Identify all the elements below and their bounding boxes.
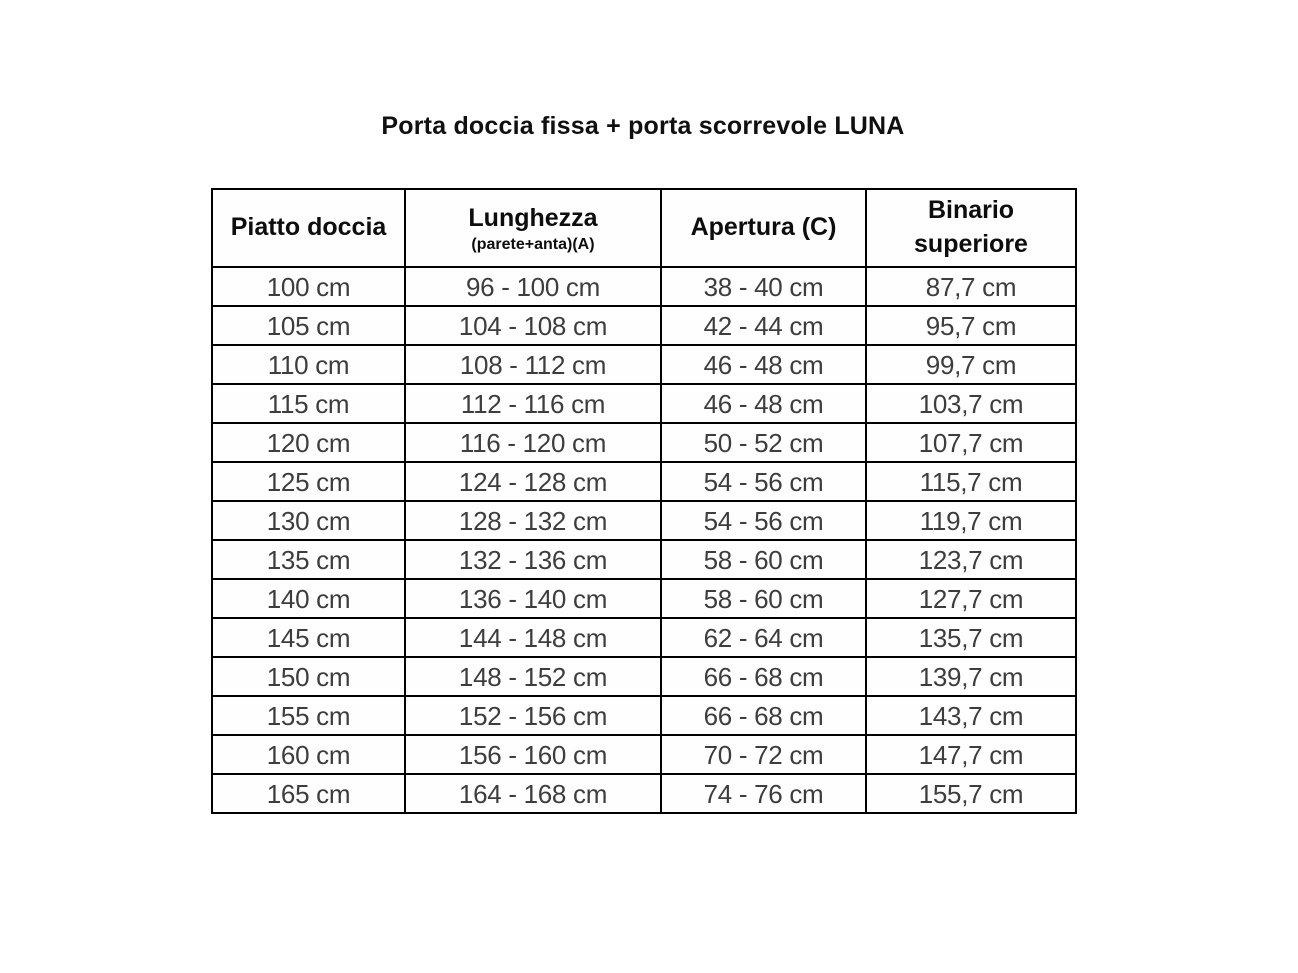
table-cell: 132 - 136 cm xyxy=(405,540,661,579)
table-row xyxy=(212,657,1076,696)
table-cell: 123,7 cm xyxy=(866,540,1076,579)
page-title: Porta doccia fissa + porta scorrevole LUNA xyxy=(381,112,905,140)
table-cell: 164 - 168 cm xyxy=(405,774,661,813)
table-cell: 124 - 128 cm xyxy=(405,462,661,501)
table-cell: 112 - 116 cm xyxy=(405,384,661,423)
table-cell: 99,7 cm xyxy=(866,345,1076,384)
table-cell: 116 - 120 cm xyxy=(405,423,661,462)
table-cell: 143,7 cm xyxy=(866,696,1076,735)
table-cell: 115,7 cm xyxy=(866,462,1076,501)
table-cell: 105 cm xyxy=(212,306,405,345)
table-cell: 66 - 68 cm xyxy=(661,657,866,696)
header-label-line2: superiore xyxy=(914,230,1028,258)
table-cell: 110 cm xyxy=(212,345,405,384)
table-row xyxy=(212,306,1076,345)
table-row xyxy=(212,384,1076,423)
table-cell: 156 - 160 cm xyxy=(405,735,661,774)
table-cell: 54 - 56 cm xyxy=(661,501,866,540)
header-lunghezza xyxy=(405,189,661,267)
table-cell: 96 - 100 cm xyxy=(405,267,661,306)
table-cell: 127,7 cm xyxy=(866,579,1076,618)
table-cell: 147,7 cm xyxy=(866,735,1076,774)
header-sublabel: (parete+anta)(A) xyxy=(471,236,595,254)
table-cell: 104 - 108 cm xyxy=(405,306,661,345)
table-cell: 54 - 56 cm xyxy=(661,462,866,501)
header-piatto-doccia xyxy=(212,189,405,267)
table-cell: 107,7 cm xyxy=(866,423,1076,462)
size-spec-table xyxy=(211,188,1077,814)
page-content xyxy=(211,0,1075,814)
table-cell: 115 cm xyxy=(212,384,405,423)
table-row xyxy=(212,267,1076,306)
table-cell: 46 - 48 cm xyxy=(661,345,866,384)
table-cell: 125 cm xyxy=(212,462,405,501)
table-row xyxy=(212,774,1076,813)
table-cell: 140 cm xyxy=(212,579,405,618)
table-cell: 95,7 cm xyxy=(866,306,1076,345)
table-cell: 66 - 68 cm xyxy=(661,696,866,735)
header-label: Piatto doccia xyxy=(230,213,387,242)
table-cell: 108 - 112 cm xyxy=(405,345,661,384)
table-row xyxy=(212,423,1076,462)
table-cell: 46 - 48 cm xyxy=(661,384,866,423)
table-cell: 103,7 cm xyxy=(866,384,1076,423)
table-cell: 74 - 76 cm xyxy=(661,774,866,813)
table-cell: 155,7 cm xyxy=(866,774,1076,813)
table-cell: 150 cm xyxy=(212,657,405,696)
table-cell: 130 cm xyxy=(212,501,405,540)
table-cell: 62 - 64 cm xyxy=(661,618,866,657)
table-cell: 42 - 44 cm xyxy=(661,306,866,345)
header-binario-superiore xyxy=(866,189,1076,267)
table-cell: 128 - 132 cm xyxy=(405,501,661,540)
table-cell: 135,7 cm xyxy=(866,618,1076,657)
table-cell: 145 cm xyxy=(212,618,405,657)
table-cell: 38 - 40 cm xyxy=(661,267,866,306)
table-cell: 58 - 60 cm xyxy=(661,579,866,618)
table-cell: 144 - 148 cm xyxy=(405,618,661,657)
table-row xyxy=(212,501,1076,540)
header-row xyxy=(212,189,1076,267)
table-row xyxy=(212,618,1076,657)
table-cell: 136 - 140 cm xyxy=(405,579,661,618)
table-cell: 70 - 72 cm xyxy=(661,735,866,774)
table-cell: 58 - 60 cm xyxy=(661,540,866,579)
table-cell: 165 cm xyxy=(212,774,405,813)
table-row xyxy=(212,696,1076,735)
table-row xyxy=(212,579,1076,618)
table-cell: 160 cm xyxy=(212,735,405,774)
table-row xyxy=(212,540,1076,579)
table-cell: 139,7 cm xyxy=(866,657,1076,696)
header-label: Apertura (C) xyxy=(690,213,837,242)
table-cell: 120 cm xyxy=(212,423,405,462)
table-cell: 100 cm xyxy=(212,267,405,306)
table-cell: 135 cm xyxy=(212,540,405,579)
table-row xyxy=(212,735,1076,774)
table-row xyxy=(212,345,1076,384)
header-apertura xyxy=(661,189,866,267)
table-cell: 119,7 cm xyxy=(866,501,1076,540)
table-cell: 50 - 52 cm xyxy=(661,423,866,462)
table-cell: 152 - 156 cm xyxy=(405,696,661,735)
table-cell: 87,7 cm xyxy=(866,267,1076,306)
table-cell: 148 - 152 cm xyxy=(405,657,661,696)
table-cell: 155 cm xyxy=(212,696,405,735)
table-row xyxy=(212,462,1076,501)
header-label: Binario xyxy=(927,196,1015,225)
header-label: Lunghezza xyxy=(468,204,598,233)
